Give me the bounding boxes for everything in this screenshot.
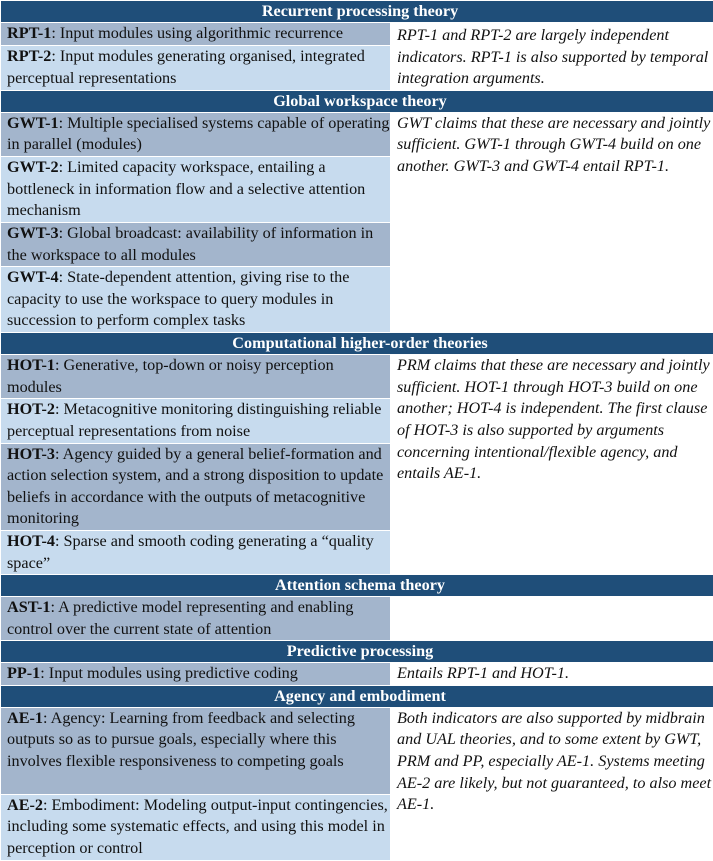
indicator-code: AST-1 (7, 598, 51, 616)
indicator-text: : Multiple specialised systems capable of operating in parallel (modules) (7, 114, 389, 154)
indicator-cell-hot-2 (1, 399, 391, 443)
indicator-cell-rpt-1 (1, 23, 391, 46)
indicator-text: : Generative, top-down or noisy perception modules (7, 356, 334, 396)
indicator-text: : Input modules using predictive coding (40, 664, 298, 682)
indicator-text: : Agency: Learning from feedback and selecting outputs so as to pursue goals, especially where this involves flexible responsiveness to competing goals (7, 709, 355, 770)
section-header-row (1, 641, 713, 663)
indicator-row-hot-1 (1, 355, 713, 399)
indicator-cell-hot-4 (1, 530, 391, 574)
indicator-row-ast-1 (1, 597, 713, 641)
section-title-gwt: Global workspace theory (1, 90, 713, 112)
indicator-cell-ae-2 (1, 794, 391, 860)
indicator-text: : Metacognitive monitoring distinguishing reliable perceptual representations from noise (7, 400, 381, 440)
note-ast (391, 597, 713, 641)
indicator-code: PP-1 (7, 664, 40, 682)
section-title-pp: Predictive processing (1, 641, 713, 663)
indicator-cell-hot-1 (1, 355, 391, 399)
indicator-code: AE-1 (7, 709, 43, 727)
note-pp: Entails RPT-1 and HOT-1. (391, 663, 713, 686)
section-header-row (1, 1, 713, 23)
indicator-cell-gwt-4 (1, 267, 391, 333)
section-title-hot: Computational higher-order theories (1, 333, 713, 355)
indicator-code: HOT-1 (7, 356, 55, 374)
indicator-cell-ast-1 (1, 597, 391, 641)
indicator-text: : Embodiment: Modeling output-input contingencies, including some systematic effects, and using this model in perception or control (7, 796, 388, 857)
indicator-code: HOT-2 (7, 400, 55, 418)
note-gwt: GWT claims that these are necessary and jointly sufficient. GWT-1 through GWT-4 build on one another. GWT-3 and GWT-4 entail RPT-1. (391, 112, 713, 332)
section-header-row (1, 685, 713, 707)
indicator-code: GWT-4 (7, 268, 59, 286)
indicator-cell-gwt-2 (1, 156, 391, 222)
section-title-rpt: Recurrent processing theory (1, 1, 713, 23)
indicator-text: : State-dependent attention, giving rise to the capacity to use the workspace to query modules in succession to perform complex tasks (7, 268, 349, 329)
indicator-code: GWT-3 (7, 224, 59, 242)
indicator-cell-ae-1 (1, 707, 391, 794)
indicator-text: : Limited capacity workspace, entailing a bottleneck in information flow and a selective attention mechanism (7, 158, 365, 219)
indicator-row-pp-1 (1, 663, 713, 686)
note-rpt: RPT-1 and RPT-2 are largely independent indicators. RPT-1 is also supported by temporal integration arguments. (391, 23, 713, 91)
indicator-code: GWT-2 (7, 158, 59, 176)
indicator-cell-gwt-1 (1, 112, 391, 156)
indicator-code: HOT-3 (7, 445, 55, 463)
indicator-cell-gwt-3 (1, 222, 391, 266)
indicator-cell-hot-3 (1, 443, 391, 530)
indicator-row-gwt-1 (1, 112, 713, 156)
note-ae: Both indicators are also supported by midbrain and UAL theories, and to some extent by GWT, PRM and PP, especially AE-1. Systems meeting AE-2 are likely, but not guaranteed, to also meet AE-1. (391, 707, 713, 860)
indicator-cell-rpt-2 (1, 45, 391, 90)
indicator-text: : Input modules generating organised, integrated perceptual representations (7, 47, 365, 87)
section-header-row (1, 575, 713, 597)
indicator-code: GWT-1 (7, 114, 59, 132)
indicator-text: : Global broadcast: availability of information in the workspace to all modules (7, 224, 373, 264)
section-header-row (1, 333, 713, 355)
section-header-row (1, 90, 713, 112)
indicator-code: RPT-1 (7, 24, 51, 42)
indicator-code: RPT-2 (7, 47, 51, 65)
section-title-ast: Attention schema theory (1, 575, 713, 597)
indicator-text: : Input modules using algorithmic recurrence (51, 24, 343, 42)
section-title-ae: Agency and embodiment (1, 685, 713, 707)
indicator-row-ae-1 (1, 707, 713, 794)
indicator-text: : Sparse and smooth coding generating a “quality space” (7, 532, 374, 572)
indicator-code: HOT-4 (7, 532, 55, 550)
indicator-code: AE-2 (7, 796, 43, 814)
note-hot: PRM claims that these are necessary and jointly sufficient. HOT-1 through HOT-3 build on one another; HOT-4 is independent. The first clause of HOT-3 is also supported by arguments concerning intentional/flexible agency, and entails AE-1. (391, 355, 713, 575)
indicator-text: : Agency guided by a general belief-formation and action selection system, and a strong disposition to update beliefs in accordance with the outputs of metacognitive monitoring (7, 445, 383, 528)
indicator-cell-pp-1 (1, 663, 391, 686)
indicator-row-rpt-1 (1, 23, 713, 46)
indicator-text: : A predictive model representing and enabling control over the current state of attention (7, 598, 353, 638)
